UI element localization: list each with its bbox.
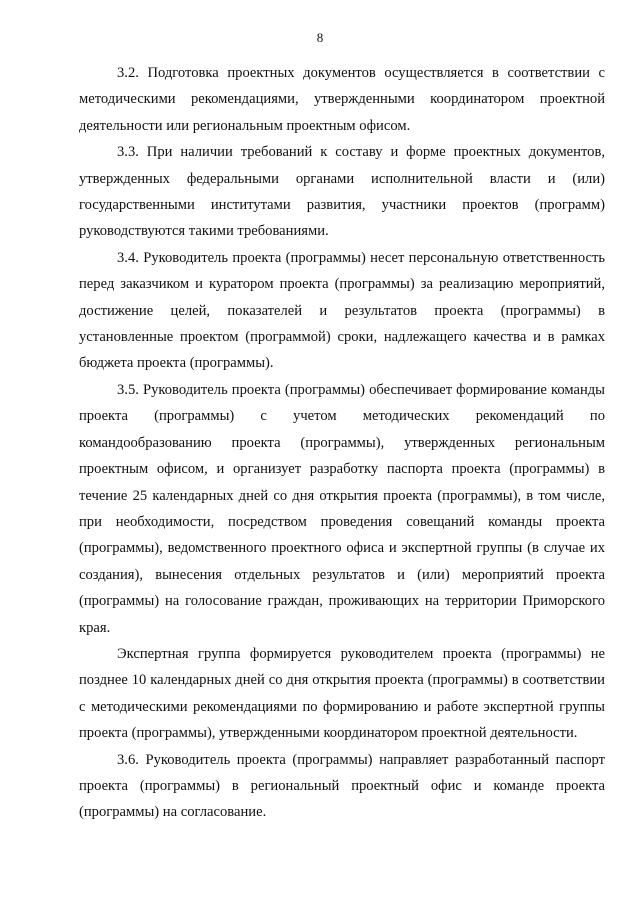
- page-number: 8: [316, 30, 324, 45]
- paragraph-3-6: 3.6. Руководитель проекта (программы) направляет разработанный паспорт проекта (программы) в региональный проектный офис и команде проекта (программы) на согласование.: [79, 751, 605, 821]
- paragraph-3-3: 3.3. При наличии требований к составу и форме проектных документов, утвержденных федеральными органами исполнительной власти и (или) государственными институтами развития, участники проектов (программ) руководствуются такими требованиями.: [79, 144, 605, 240]
- paragraph-3-5: 3.5. Руководитель проекта (программы) обеспечивает формирование команды проекта (программы) с учетом методических рекомендаций по командообразованию проекта (программы), утвержденных региональным проектным офисом, и организует разработку паспорта проекта (программы) в течение 25 календарных дней со дня открытия проекта (программы), в том числе, при необходимости, посредством проведения совещаний команды проекта (программы), ведомственного проектного офиса и экспертной группы (в случае их создания), вынесения отдельных результатов и (или) мероприятий проекта (программы) на голосование граждан, проживающих на территории Приморского края.: [79, 381, 605, 636]
- paragraph-3-2: 3.2. Подготовка проектных документов осуществляется в соответствии с методическими рекомендациями, утвержденными координатором проектной деятельности или региональным проектным офисом.: [79, 65, 605, 134]
- paragraph-expert-group: Экспертная группа формируется руководителем проекта (программы) не позднее 10 календарных дней со дня открытия проекта (программы) в соответствии с методическими рекомендациями по формированию и работе экспертной группы проекта (программы), утвержденными координатором проектной деятельности.: [79, 645, 605, 742]
- paragraph-3-4: 3.4. Руководитель проекта (программы) несет персональную ответственность перед заказчиком и куратором проекта (программы) за реализацию мероприятий, достижение целей, показателей и результатов проекта (программы) в установленные проектом (программой) сроки, надлежащего качества и в рамках бюджета проекта (программы).: [79, 249, 605, 372]
- document-body: [79, 60, 605, 826]
